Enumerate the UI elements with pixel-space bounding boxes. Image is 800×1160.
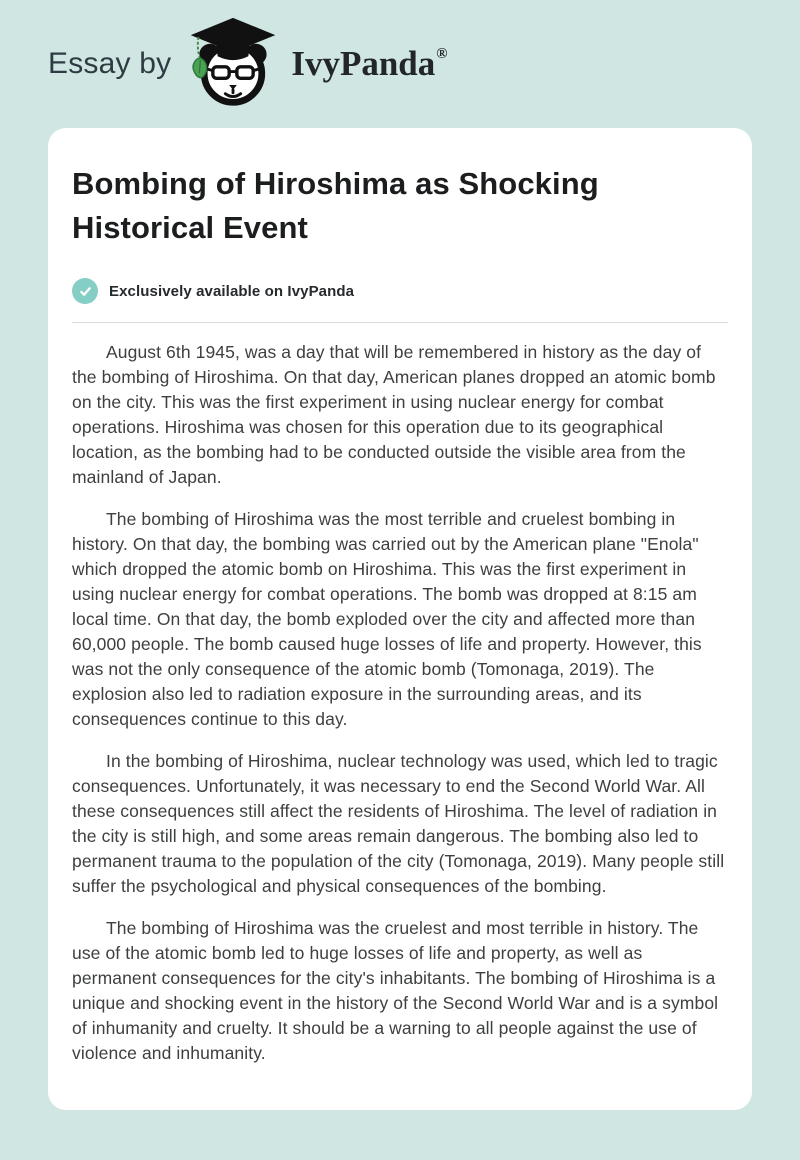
availability-label: Exclusively available on IvyPanda [109,282,355,300]
essay-paragraph: August 6th 1945, was a day that will be remembered in history as the day of the bombing of Hiroshima. On that day, American planes dropped an atomic bomb on the city. This was the first experiment in using nuclear energy for combat operations. Hiroshima was chosen for this operation due to its geographical location, as the bombing had to be conducted outside the visible area from the mainland of Japan. [72,342,716,487]
divider [72,322,728,323]
availability-row [72,278,728,304]
essay-paragraph: The bombing of Hiroshima was the cruelest and most terrible in history. The use of the atomic bomb led to huge losses of life and property, as well as permanent consequences for the city's inhabitants. The bombing of Hiroshima is a unique and shocking event in the history of the Second World War and is a symbol of inhumanity and cruelty. It should be a warning to all people against the use of violence and inhumanity. [72,918,719,1063]
essay-paragraph: The bombing of Hiroshima was the most terrible and cruelest bombing in history. On that day, the bombing was carried out by the American plane "Enola" which dropped the atomic bomb on Hiroshima. This was the first experiment in using nuclear energy for combat operations. The bomb was dropped at 8:15 am local time. On that day, the bomb exploded over the city and affected more than 60,000 people. The bomb caused huge losses of life and property. However, this was not the only consequence of the atomic bomb (Tomonaga, 2019). The explosion also led to radiation exposure in the surrounding areas, and its consequences continue to this day. [72,509,702,729]
essay-card [48,128,752,1110]
brand-wordmark [291,44,447,84]
registered-trademark: ® [436,46,448,62]
essay-by-label: Essay by [48,47,172,80]
check-circle-icon [72,278,98,304]
page-header [0,0,800,128]
essay-body [72,340,728,1066]
brand-name: IvyPanda [291,44,436,83]
panda-graduate-icon [185,14,281,110]
essay-paragraph: In the bombing of Hiroshima, nuclear technology was used, which led to tragic consequences. Unfortunately, it was necessary to end the Second World War. All these consequences still affect the residents of Hiroshima. The level of radiation in the city is still high, and some areas remain dangerous. The bombing also led to permanent trauma to the population of the city (Tomonaga, 2019). Many people still suffer the psychological and physical consequences of the bombing. [72,751,725,896]
page-title: Bombing of Hiroshima as Shocking Historical Event [72,166,599,245]
